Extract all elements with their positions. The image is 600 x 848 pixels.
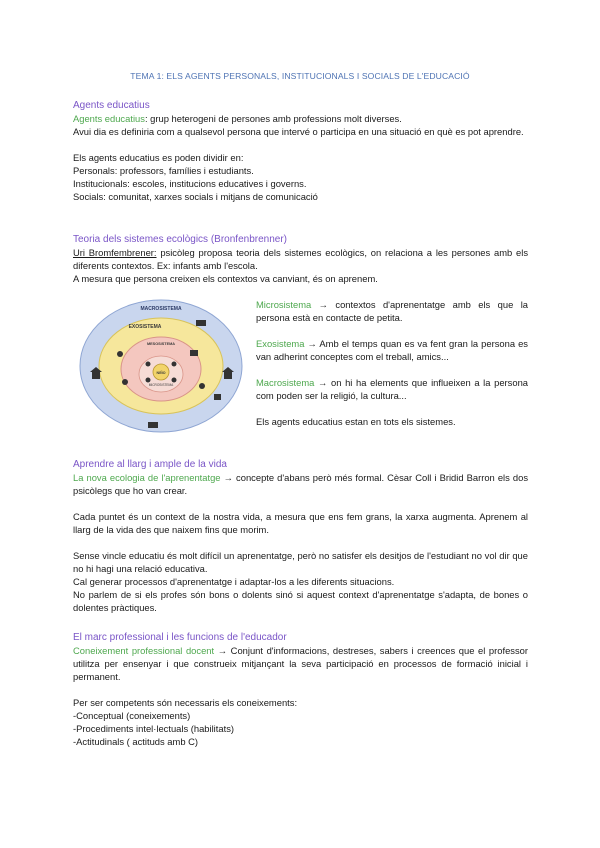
child-label: NIÑO (156, 371, 166, 375)
paragraph: La nova ecologia de l'aprenentatge → concepte d'abans però més formal. Cèsar Coll i Bridid Barron els dos psicòlegs que ho van crear. (73, 472, 529, 496)
term-highlight: Macrosistema (256, 377, 315, 388)
definition-text: : grup heterogeni de persones amb professions molt diverses. (144, 113, 402, 124)
section-heading: Aprendre al llarg i ample de la vida (73, 459, 227, 470)
term-highlight: La nova ecologia de l'aprenentatge (73, 472, 221, 483)
paragraph: Sense vincle educatiu és molt difícil un aprenentatge, però no satisfer els desitjos de l'estudiant no vol dir que no hi hagi una relació educativa. (73, 550, 528, 574)
section-lifelong-learning (73, 458, 528, 614)
list-item: Institucionals: escoles, institucions educatives i governs. (73, 178, 307, 189)
paragraph: Els agents educatius estan en tots els sistemes. (256, 416, 456, 427)
section-heading: El marc professional i les funcions de l'educador (73, 632, 287, 643)
microsystem-label: MICROSISTEMA (148, 383, 174, 387)
systems-description (256, 298, 528, 428)
microsystem-desc: Microsistema → contextos d'aprenentatge amb els que la persona està en contacte de petita. (256, 299, 528, 323)
paragraph: Coneixement professional docent → Conjunt d'informacions, destreses, sabers i creences que el professor utilitza per ensenyar i que construeix mitjançant la seva participació en processos de formació inicial i permanent. (73, 645, 528, 682)
section-heading: Teoria dels sistemes ecològics (Bronfenbrenner) (73, 234, 287, 245)
list-item: -Conceptual (coneixements) (73, 710, 191, 721)
paragraph: Cada puntet és un context de la nostra vida, a mesura que ens fem grans, la xarxa augmenta. Aprenem al llarg de la vida des que naixem fins que morim. (73, 511, 528, 535)
ecological-systems-diagram (78, 298, 244, 434)
mesosystem-label: MESOSISTEMA (146, 342, 176, 346)
paragraph: Per ser competents són necessaris els coneixements: (73, 697, 298, 708)
macrosystem-label: MACROSISTEMA (140, 306, 182, 312)
paragraph: Avui dia es definiria com a qualsevol persona que intervé o participa en una situació en què es pot aprendre. (73, 126, 524, 137)
term-highlight: Microsistema (256, 299, 312, 310)
section-heading: Agents educatius (73, 100, 150, 111)
author-name: Uri Bromfembrener: (73, 247, 157, 258)
paragraph: No parlem de si els profes són bons o dolents sinó si aquest context d'aprenentatge s'adapta, de bones o dolentes pràctiques. (73, 589, 528, 613)
list-item: Personals: professors, famílies i estudiants. (73, 165, 254, 176)
exosystem-desc: Exosistema → Amb el temps quan es va fent gran la persona es van adherint conceptes com el treball, amics... (256, 338, 528, 362)
section-professional-framework (73, 631, 528, 748)
definition-line (73, 112, 528, 125)
document-title: TEMA 1: ELS AGENTS PERSONALS, INSTITUCIONALS I SOCIALS DE L'EDUCACIÓ (130, 71, 470, 81)
section-bronfenbrenner (73, 233, 528, 285)
list-item: Socials: comunitat, xarxes socials i mitjans de comunicació (73, 191, 318, 202)
exosystem-label: EXOSISTEMA (128, 324, 162, 330)
paragraph: Cal generar processos d'aprenentatge i adaptar-los a les diferents situacions. (73, 576, 395, 587)
term-highlight: Coneixement professional docent (73, 645, 215, 656)
term-highlight: Exosistema (256, 338, 305, 349)
macrosystem-desc: Macrosistema → on hi ha elements que influeixen a la persona com poden ser la religió, la cultura... (256, 377, 528, 401)
list-item: -Procediments intel·lectuals (habilitats) (73, 723, 235, 734)
section-agents (73, 99, 528, 203)
term-highlight: Agents educatius (73, 113, 145, 124)
list-item: -Actitudinals ( actituds amb C) (73, 736, 199, 747)
paragraph: Els agents educatius es poden dividir en: (73, 152, 244, 163)
paragraph: A mesura que persona creixen els contextos va canviant, és on aprenem. (73, 273, 378, 284)
paragraph: Uri Bromfembrener: psicòleg proposa teoria dels sistemes ecològics, on relaciona a les persones amb els diferents contextos. Ex: infants amb l'escola. (73, 247, 529, 271)
